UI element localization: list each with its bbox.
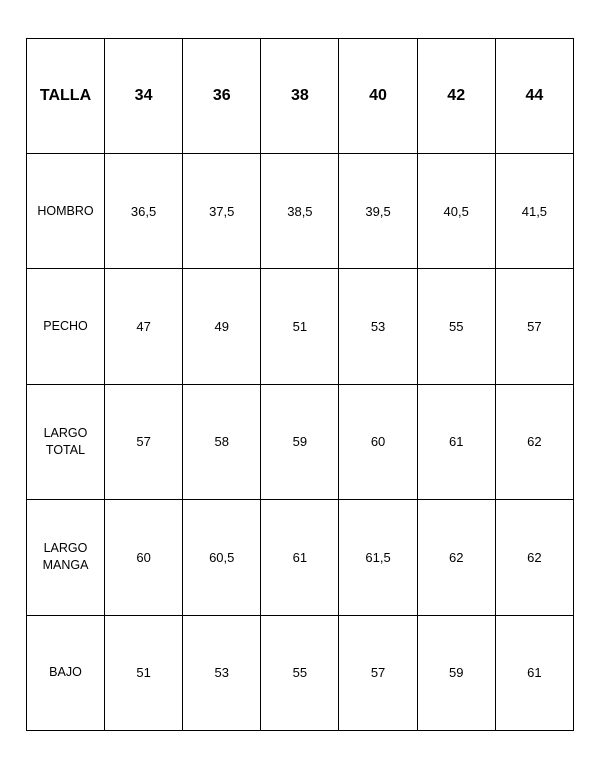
table-cell: 53 (183, 615, 261, 730)
table-cell: 55 (417, 269, 495, 384)
table-cell: 61 (261, 500, 339, 615)
row-label: BAJO (27, 615, 105, 730)
table-cell: 60 (105, 500, 183, 615)
table-cell: 62 (495, 500, 573, 615)
row-label: HOMBRO (27, 154, 105, 269)
table-cell: 51 (261, 269, 339, 384)
table-cell: 61 (417, 384, 495, 499)
row-label: LARGO TOTAL (27, 384, 105, 499)
table-row (27, 154, 574, 269)
header-cell-size: 34 (105, 39, 183, 154)
row-label: LARGO MANGA (27, 500, 105, 615)
table-row (27, 269, 574, 384)
table-cell: 39,5 (339, 154, 417, 269)
table-row (27, 615, 574, 730)
table-cell: 53 (339, 269, 417, 384)
table-cell: 55 (261, 615, 339, 730)
table-cell: 62 (417, 500, 495, 615)
table-cell: 57 (495, 269, 573, 384)
table-cell: 47 (105, 269, 183, 384)
header-cell-size: 42 (417, 39, 495, 154)
table-cell: 41,5 (495, 154, 573, 269)
table-cell: 59 (417, 615, 495, 730)
size-chart-table (26, 38, 574, 731)
table-cell: 61,5 (339, 500, 417, 615)
table-cell: 57 (105, 384, 183, 499)
table-cell: 37,5 (183, 154, 261, 269)
header-cell-size: 44 (495, 39, 573, 154)
table-cell: 58 (183, 384, 261, 499)
table-cell: 61 (495, 615, 573, 730)
table-cell: 51 (105, 615, 183, 730)
table-cell: 38,5 (261, 154, 339, 269)
table-cell: 40,5 (417, 154, 495, 269)
header-cell-size: 38 (261, 39, 339, 154)
table-cell: 57 (339, 615, 417, 730)
table-cell: 60,5 (183, 500, 261, 615)
table-cell: 59 (261, 384, 339, 499)
header-row (27, 39, 574, 154)
table-cell: 49 (183, 269, 261, 384)
row-label: PECHO (27, 269, 105, 384)
header-cell-size: 36 (183, 39, 261, 154)
header-cell-size: 40 (339, 39, 417, 154)
table-row (27, 500, 574, 615)
table-cell: 36,5 (105, 154, 183, 269)
table-cell: 62 (495, 384, 573, 499)
table-cell: 60 (339, 384, 417, 499)
table-body (27, 154, 574, 731)
table-header (27, 39, 574, 154)
table-row (27, 384, 574, 499)
header-cell-talla: TALLA (27, 39, 105, 154)
